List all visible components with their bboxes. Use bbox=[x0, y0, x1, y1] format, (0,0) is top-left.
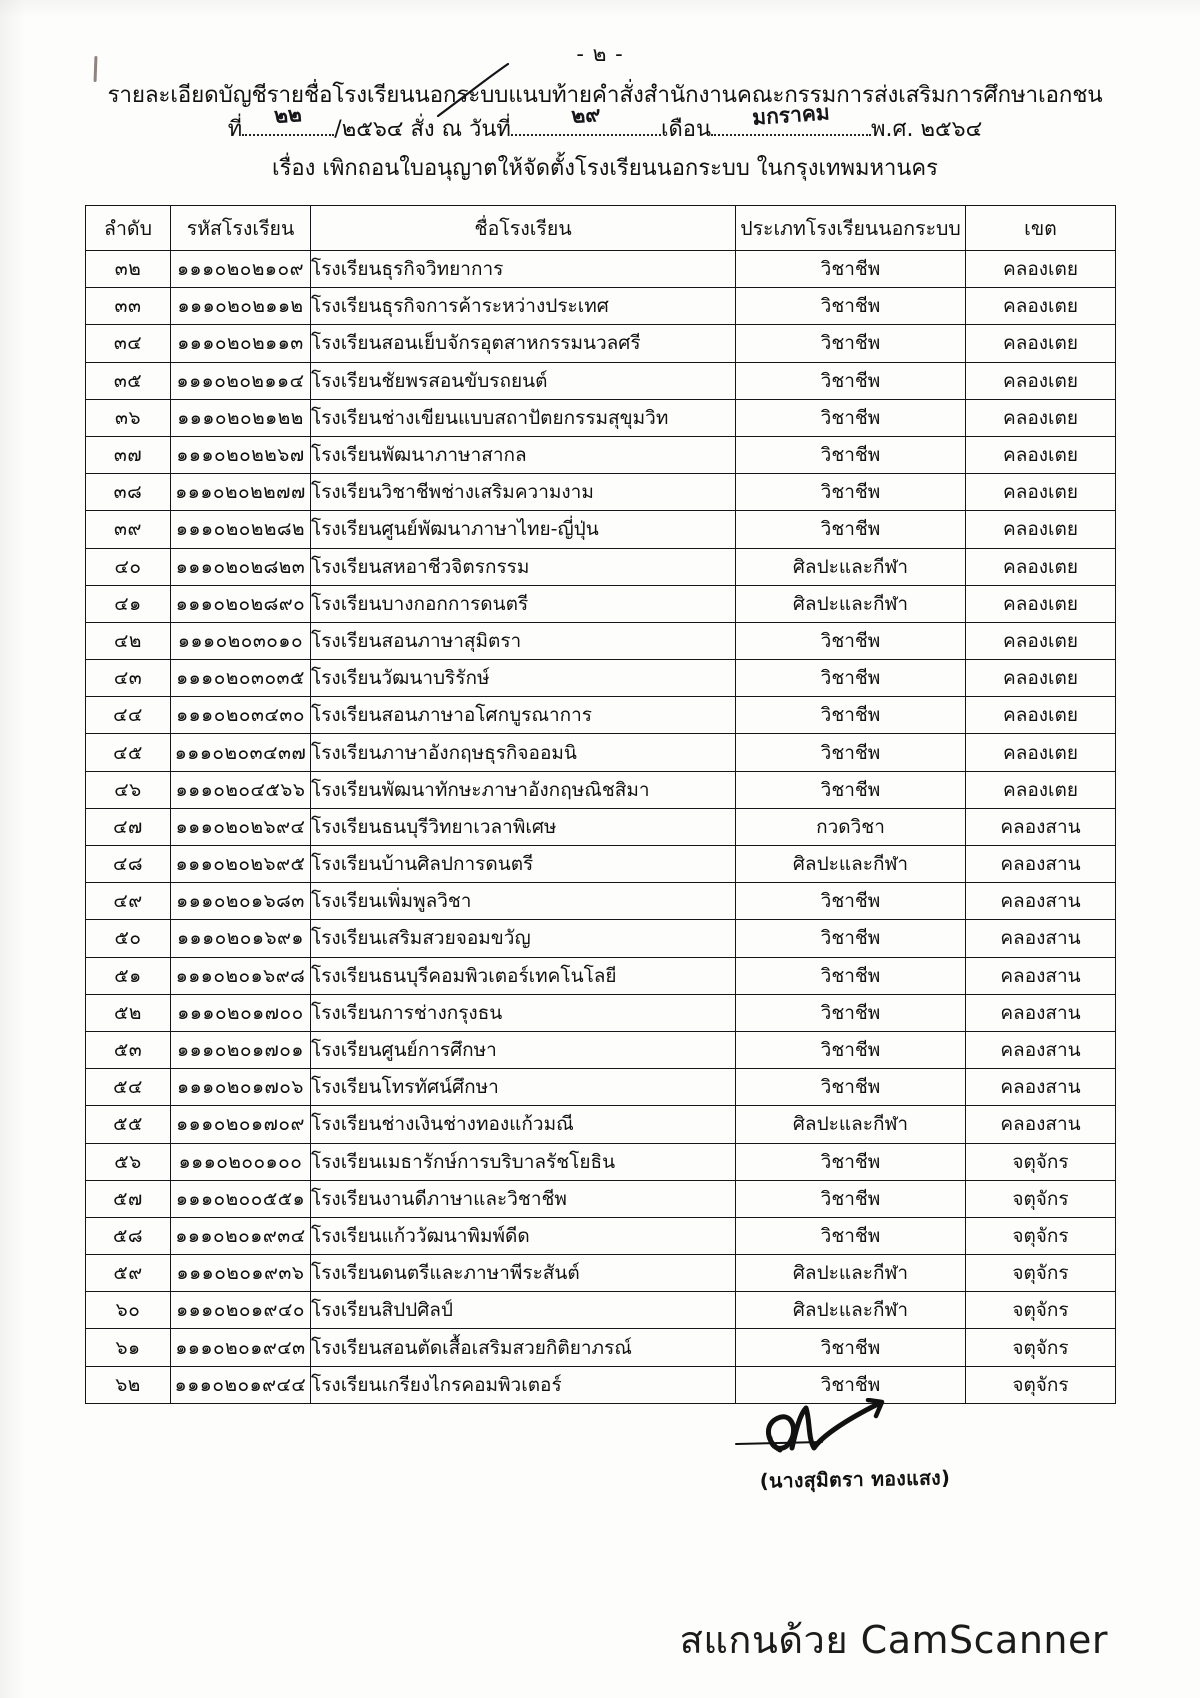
row-district: คลองสาน bbox=[966, 994, 1116, 1031]
row-school-code: ๑๑๑๐๒๐๓๔๓๐ bbox=[171, 697, 311, 734]
row-school-name: โรงเรียนโทรทัศน์ศึกษา bbox=[311, 1069, 736, 1106]
document-heading bbox=[100, 80, 1110, 185]
row-sequence: ๓๓ bbox=[86, 288, 171, 325]
table-row bbox=[86, 436, 1116, 473]
row-school-name: โรงเรียนแก้ววัฒนาพิมพ์ดีด bbox=[311, 1217, 736, 1254]
row-school-name: โรงเรียนศูนย์การศึกษา bbox=[311, 1031, 736, 1068]
row-sequence: ๔๙ bbox=[86, 883, 171, 920]
row-school-code: ๑๑๑๐๒๐๓๐๑๐ bbox=[171, 622, 311, 659]
row-school-code: ๑๑๑๐๒๐๒๑๑๔ bbox=[171, 362, 311, 399]
table-row bbox=[86, 1180, 1116, 1217]
row-school-type: วิชาชีพ bbox=[736, 1180, 966, 1217]
row-school-code: ๑๑๑๐๒๐๑๗๐๐ bbox=[171, 994, 311, 1031]
row-sequence: ๖๒ bbox=[86, 1366, 171, 1403]
row-district: คลองเตย bbox=[966, 474, 1116, 511]
row-school-code: ๑๑๑๐๒๐๔๕๖๖ bbox=[171, 771, 311, 808]
row-school-code: ๑๑๑๐๒๐๑๗๐๖ bbox=[171, 1069, 311, 1106]
row-sequence: ๕๗ bbox=[86, 1180, 171, 1217]
page-number: - ๒ - bbox=[576, 42, 624, 66]
row-school-type: ศิลปะและกีฬา bbox=[736, 1255, 966, 1292]
row-sequence: ๔๕ bbox=[86, 734, 171, 771]
table-row bbox=[86, 1069, 1116, 1106]
row-school-type: วิชาชีพ bbox=[736, 771, 966, 808]
row-sequence: ๔๖ bbox=[86, 771, 171, 808]
buddhist-era-label: พ.ศ. ๒๕๖๔ bbox=[871, 117, 983, 143]
row-school-type: วิชาชีพ bbox=[736, 288, 966, 325]
table-row bbox=[86, 771, 1116, 808]
table-row bbox=[86, 883, 1116, 920]
row-district: คลองเตย bbox=[966, 511, 1116, 548]
row-school-type: วิชาชีพ bbox=[736, 1031, 966, 1068]
row-school-code: ๑๑๑๐๒๐๑๖๙๘ bbox=[171, 957, 311, 994]
row-district: คลองสาน bbox=[966, 883, 1116, 920]
row-district: คลองเตย bbox=[966, 288, 1116, 325]
table-row bbox=[86, 994, 1116, 1031]
row-district: จตุจักร bbox=[966, 1217, 1116, 1254]
table-row bbox=[86, 474, 1116, 511]
row-school-name: โรงเรียนชัยพรสอนขับรถยนต์ bbox=[311, 362, 736, 399]
row-district: คลองสาน bbox=[966, 1069, 1116, 1106]
row-district: คลองเตย bbox=[966, 697, 1116, 734]
row-sequence: ๔๐ bbox=[86, 548, 171, 585]
row-school-name: โรงเรียนพัฒนาทักษะภาษาอังกฤษณิชสิมา bbox=[311, 771, 736, 808]
row-school-type: วิชาชีพ bbox=[736, 883, 966, 920]
row-school-code: ๑๑๑๐๒๐๒๑๑๓ bbox=[171, 325, 311, 362]
row-district: จตุจักร bbox=[966, 1329, 1116, 1366]
table-row bbox=[86, 920, 1116, 957]
row-district: คลองเตย bbox=[966, 585, 1116, 622]
row-sequence: ๕๑ bbox=[86, 957, 171, 994]
row-school-name: โรงเรียนเสริมสวยจอมขวัญ bbox=[311, 920, 736, 957]
handwritten-signature bbox=[718, 1398, 948, 1462]
order-prefix-label: ที่ bbox=[227, 117, 243, 143]
issued-month-blank bbox=[711, 100, 871, 136]
row-district: จตุจักร bbox=[966, 1143, 1116, 1180]
table-row bbox=[86, 288, 1116, 325]
row-sequence: ๔๓ bbox=[86, 660, 171, 697]
table-row bbox=[86, 1255, 1116, 1292]
row-sequence: ๔๒ bbox=[86, 622, 171, 659]
row-sequence: ๖๑ bbox=[86, 1329, 171, 1366]
row-district: คลองเตย bbox=[966, 251, 1116, 288]
order-number-blank bbox=[242, 101, 334, 136]
signature-mark bbox=[640, 1400, 1070, 1464]
row-school-name: โรงเรียนการช่างกรุงธน bbox=[311, 994, 736, 1031]
row-sequence: ๔๘ bbox=[86, 846, 171, 883]
row-school-name: โรงเรียนศูนย์พัฒนาภาษาไทย-ญี่ปุ่น bbox=[311, 511, 736, 548]
row-school-code: ๑๑๑๐๒๐๓๔๓๗ bbox=[171, 734, 311, 771]
row-school-type: วิชาชีพ bbox=[736, 920, 966, 957]
table-header-row bbox=[86, 206, 1116, 251]
row-school-name: โรงเรียนงานดีภาษาและวิชาชีพ bbox=[311, 1180, 736, 1217]
table-row bbox=[86, 251, 1116, 288]
row-school-type: วิชาชีพ bbox=[736, 1143, 966, 1180]
row-school-code: ๑๑๑๐๒๐๒๑๑๒ bbox=[171, 288, 311, 325]
row-school-type: วิชาชีพ bbox=[736, 1329, 966, 1366]
row-school-type: วิชาชีพ bbox=[736, 957, 966, 994]
row-sequence: ๕๓ bbox=[86, 1031, 171, 1068]
row-school-type: วิชาชีพ bbox=[736, 325, 966, 362]
table-row bbox=[86, 548, 1116, 585]
row-school-type: ศิลปะและกีฬา bbox=[736, 846, 966, 883]
row-school-name: โรงเรียนเพิ่มพูลวิชา bbox=[311, 883, 736, 920]
row-school-type: วิชาชีพ bbox=[736, 660, 966, 697]
table-row bbox=[86, 1366, 1116, 1403]
row-school-code: ๑๑๑๐๒๐๒๖๙๔ bbox=[171, 808, 311, 845]
table-row bbox=[86, 622, 1116, 659]
row-school-name: โรงเรียนเกรียงไกรคอมพิวเตอร์ bbox=[311, 1366, 736, 1403]
row-sequence: ๕๕ bbox=[86, 1106, 171, 1143]
schools-table-container bbox=[85, 205, 1115, 1404]
row-district: คลองเตย bbox=[966, 399, 1116, 436]
column-header-district: เขต bbox=[966, 206, 1116, 251]
row-school-name: โรงเรียนบ้านศิลปการดนตรี bbox=[311, 846, 736, 883]
row-district: คลองเตย bbox=[966, 325, 1116, 362]
row-sequence: ๓๔ bbox=[86, 325, 171, 362]
row-sequence: ๓๕ bbox=[86, 362, 171, 399]
table-row bbox=[86, 585, 1116, 622]
scan-edge-shadow-left bbox=[0, 0, 26, 1698]
row-sequence: ๕๐ bbox=[86, 920, 171, 957]
row-school-code: ๑๑๑๐๒๐๒๘๒๓ bbox=[171, 548, 311, 585]
row-school-type: วิชาชีพ bbox=[736, 362, 966, 399]
row-sequence: ๔๑ bbox=[86, 585, 171, 622]
row-sequence: ๕๒ bbox=[86, 994, 171, 1031]
row-school-name: โรงเรียนช่างเขียนแบบสถาปัตยกรรมสุขุมวิท bbox=[311, 399, 736, 436]
row-school-code: ๑๑๑๐๒๐๑๖๙๑ bbox=[171, 920, 311, 957]
row-school-code: ๑๑๑๐๒๐๐๑๐๐ bbox=[171, 1143, 311, 1180]
issued-label: สั่ง ณ วันที่ bbox=[410, 117, 511, 143]
table-row bbox=[86, 660, 1116, 697]
row-district: คลองเตย bbox=[966, 622, 1116, 659]
row-district: คลองเตย bbox=[966, 548, 1116, 585]
row-school-code: ๑๑๑๐๒๐๑๙๓๔ bbox=[171, 1217, 311, 1254]
schools-table-body bbox=[86, 251, 1116, 1404]
table-row bbox=[86, 808, 1116, 845]
camscanner-watermark: สแกนด้วย CamScanner bbox=[679, 1618, 1108, 1662]
table-row bbox=[86, 1031, 1116, 1068]
table-row bbox=[86, 1217, 1116, 1254]
row-school-type: วิชาชีพ bbox=[736, 994, 966, 1031]
table-row bbox=[86, 1106, 1116, 1143]
row-school-name: โรงเรียนสหอาชีวจิตรกรรม bbox=[311, 548, 736, 585]
table-row bbox=[86, 697, 1116, 734]
table-row bbox=[86, 1329, 1116, 1366]
row-school-type: วิชาชีพ bbox=[736, 399, 966, 436]
row-school-code: ๑๑๑๐๒๐๒๒๘๒ bbox=[171, 511, 311, 548]
table-row bbox=[86, 734, 1116, 771]
row-school-code: ๑๑๑๐๒๐๐๕๕๑ bbox=[171, 1180, 311, 1217]
row-district: คลองเตย bbox=[966, 362, 1116, 399]
table-row bbox=[86, 957, 1116, 994]
row-district: คลองสาน bbox=[966, 1031, 1116, 1068]
row-school-code: ๑๑๑๐๒๐๓๐๓๕ bbox=[171, 660, 311, 697]
row-school-type: วิชาชีพ bbox=[736, 697, 966, 734]
issued-month-handwritten: มกราคม bbox=[751, 100, 831, 130]
row-school-name: โรงเรียนสอนภาษาอโศกบูรณาการ bbox=[311, 697, 736, 734]
schools-table bbox=[85, 205, 1116, 1404]
order-number-handwritten: ๒๒ bbox=[273, 101, 303, 128]
row-school-name: โรงเรียนสอนภาษาสุมิตรา bbox=[311, 622, 736, 659]
row-school-code: ๑๑๑๐๒๐๒๘๙๐ bbox=[171, 585, 311, 622]
table-row bbox=[86, 1292, 1116, 1329]
row-school-code: ๑๑๑๐๒๐๑๙๓๖ bbox=[171, 1255, 311, 1292]
row-sequence: ๕๖ bbox=[86, 1143, 171, 1180]
row-school-code: ๑๑๑๐๒๐๒๑๒๒ bbox=[171, 399, 311, 436]
issued-day-handwritten: ๒๙ bbox=[570, 101, 602, 128]
row-school-type: วิชาชีพ bbox=[736, 436, 966, 473]
row-sequence: ๓๙ bbox=[86, 511, 171, 548]
row-sequence: ๓๘ bbox=[86, 474, 171, 511]
row-school-type: วิชาชีพ bbox=[736, 474, 966, 511]
row-school-name: โรงเรียนบางกอกการดนตรี bbox=[311, 585, 736, 622]
heading-title: รายละเอียดบัญชีรายชื่อโรงเรียนนอกระบบแนบท้ายคำสั่งสำนักงานคณะกรรมการส่งเสริมการศึกษาเอกชน bbox=[107, 82, 1103, 108]
table-row bbox=[86, 846, 1116, 883]
row-school-name: โรงเรียนธนบุรีวิทยาเวลาพิเศษ bbox=[311, 808, 736, 845]
row-sequence: ๓๖ bbox=[86, 399, 171, 436]
row-sequence: ๓๒ bbox=[86, 251, 171, 288]
row-school-type: ศิลปะและกีฬา bbox=[736, 1106, 966, 1143]
order-reference-line bbox=[100, 100, 1110, 147]
row-school-code: ๑๑๑๐๒๐๑๖๘๓ bbox=[171, 883, 311, 920]
month-label: เดือน bbox=[660, 117, 711, 143]
table-row bbox=[86, 362, 1116, 399]
column-header-type: ประเภทโรงเรียนนอกระบบ bbox=[736, 206, 966, 251]
column-header-seq: ลำดับ bbox=[86, 206, 171, 251]
row-school-name: โรงเรียนวิชาชีพช่างเสริมความงาม bbox=[311, 474, 736, 511]
row-district: จตุจักร bbox=[966, 1292, 1116, 1329]
column-header-code: รหัสโรงเรียน bbox=[171, 206, 311, 251]
row-school-type: วิชาชีพ bbox=[736, 622, 966, 659]
row-district: คลองสาน bbox=[966, 957, 1116, 994]
row-district: คลองสาน bbox=[966, 846, 1116, 883]
table-row bbox=[86, 399, 1116, 436]
row-district: จตุจักร bbox=[966, 1180, 1116, 1217]
row-district: คลองเตย bbox=[966, 771, 1116, 808]
row-school-type: วิชาชีพ bbox=[736, 1069, 966, 1106]
row-school-name: โรงเรียนช่างเงินช่างทองแก้วมณี bbox=[311, 1106, 736, 1143]
signatory-name: (นางสุมิตรา ทองแสง) bbox=[759, 1466, 951, 1493]
order-year-label: /๒๕๖๔ bbox=[334, 117, 404, 143]
row-district: คลองเตย bbox=[966, 734, 1116, 771]
row-school-name: โรงเรียนดนตรีและภาษาพีระสันต์ bbox=[311, 1255, 736, 1292]
table-row bbox=[86, 511, 1116, 548]
row-school-code: ๑๑๑๐๒๐๒๖๙๕ bbox=[171, 846, 311, 883]
row-school-name: โรงเรียนสอนตัดเสื้อเสริมสวยกิติยาภรณ์ bbox=[311, 1329, 736, 1366]
row-school-code: ๑๑๑๐๒๐๑๗๐๙ bbox=[171, 1106, 311, 1143]
row-district: คลองสาน bbox=[966, 1106, 1116, 1143]
row-school-code: ๑๑๑๐๒๐๑๙๔๓ bbox=[171, 1329, 311, 1366]
table-row bbox=[86, 325, 1116, 362]
row-sequence: ๓๗ bbox=[86, 436, 171, 473]
row-school-type: ศิลปะและกีฬา bbox=[736, 585, 966, 622]
row-school-type: วิชาชีพ bbox=[736, 511, 966, 548]
row-district: คลองสาน bbox=[966, 808, 1116, 845]
row-school-code: ๑๑๑๐๒๐๑๙๔๔ bbox=[171, 1366, 311, 1403]
row-school-name: โรงเรียนสิปปศิลป์ bbox=[311, 1292, 736, 1329]
row-sequence: ๔๔ bbox=[86, 697, 171, 734]
row-school-code: ๑๑๑๐๒๐๒๑๐๙ bbox=[171, 251, 311, 288]
row-school-type: วิชาชีพ bbox=[736, 1366, 966, 1403]
row-school-name: โรงเรียนภาษาอังกฤษธุรกิจออมนิ bbox=[311, 734, 736, 771]
signature-block bbox=[640, 1400, 1070, 1495]
row-district: คลองเตย bbox=[966, 436, 1116, 473]
row-school-type: วิชาชีพ bbox=[736, 1217, 966, 1254]
row-school-type: กวดวิชา bbox=[736, 808, 966, 845]
row-school-code: ๑๑๑๐๒๐๑๙๔๐ bbox=[171, 1292, 311, 1329]
row-sequence: ๔๗ bbox=[86, 808, 171, 845]
row-school-type: ศิลปะและกีฬา bbox=[736, 1292, 966, 1329]
scan-edge-shadow-top bbox=[0, 0, 1200, 18]
row-district: คลองเตย bbox=[966, 660, 1116, 697]
row-sequence: ๕๔ bbox=[86, 1069, 171, 1106]
row-district: จตุจักร bbox=[966, 1255, 1116, 1292]
row-school-name: โรงเรียนธนบุรีคอมพิวเตอร์เทคโนโลยี bbox=[311, 957, 736, 994]
row-district: จตุจักร bbox=[966, 1366, 1116, 1403]
row-sequence: ๕๙ bbox=[86, 1255, 171, 1292]
row-district: คลองสาน bbox=[966, 920, 1116, 957]
row-school-code: ๑๑๑๐๒๐๑๗๐๑ bbox=[171, 1031, 311, 1068]
row-school-name: โรงเรียนพัฒนาภาษาสากล bbox=[311, 436, 736, 473]
row-school-code: ๑๑๑๐๒๐๒๒๗๗ bbox=[171, 474, 311, 511]
column-header-name: ชื่อโรงเรียน bbox=[311, 206, 736, 251]
row-school-type: วิชาชีพ bbox=[736, 251, 966, 288]
row-school-type: วิชาชีพ bbox=[736, 734, 966, 771]
row-school-name: โรงเรียนธุรกิจการค้าระหว่างประเทศ bbox=[311, 288, 736, 325]
row-sequence: ๕๘ bbox=[86, 1217, 171, 1254]
row-school-name: โรงเรียนเมธารักษ์การบริบาลรัชโยธิน bbox=[311, 1143, 736, 1180]
subject-line: เรื่อง เพิกถอนใบอนุญาตให้จัดตั้งโรงเรียนนอกระบบ ในกรุงเทพมหานคร bbox=[272, 155, 938, 181]
table-row bbox=[86, 1143, 1116, 1180]
row-school-name: โรงเรียนวัฒนาบริรักษ์ bbox=[311, 660, 736, 697]
issued-day-blank bbox=[511, 101, 661, 136]
row-school-code: ๑๑๑๐๒๐๒๒๖๗ bbox=[171, 436, 311, 473]
row-school-name: โรงเรียนธุรกิจวิทยาการ bbox=[311, 251, 736, 288]
row-school-name: โรงเรียนสอนเย็บจักรอุตสาหกรรมนวลศรี bbox=[311, 325, 736, 362]
row-sequence: ๖๐ bbox=[86, 1292, 171, 1329]
row-school-type: ศิลปะและกีฬา bbox=[736, 548, 966, 585]
